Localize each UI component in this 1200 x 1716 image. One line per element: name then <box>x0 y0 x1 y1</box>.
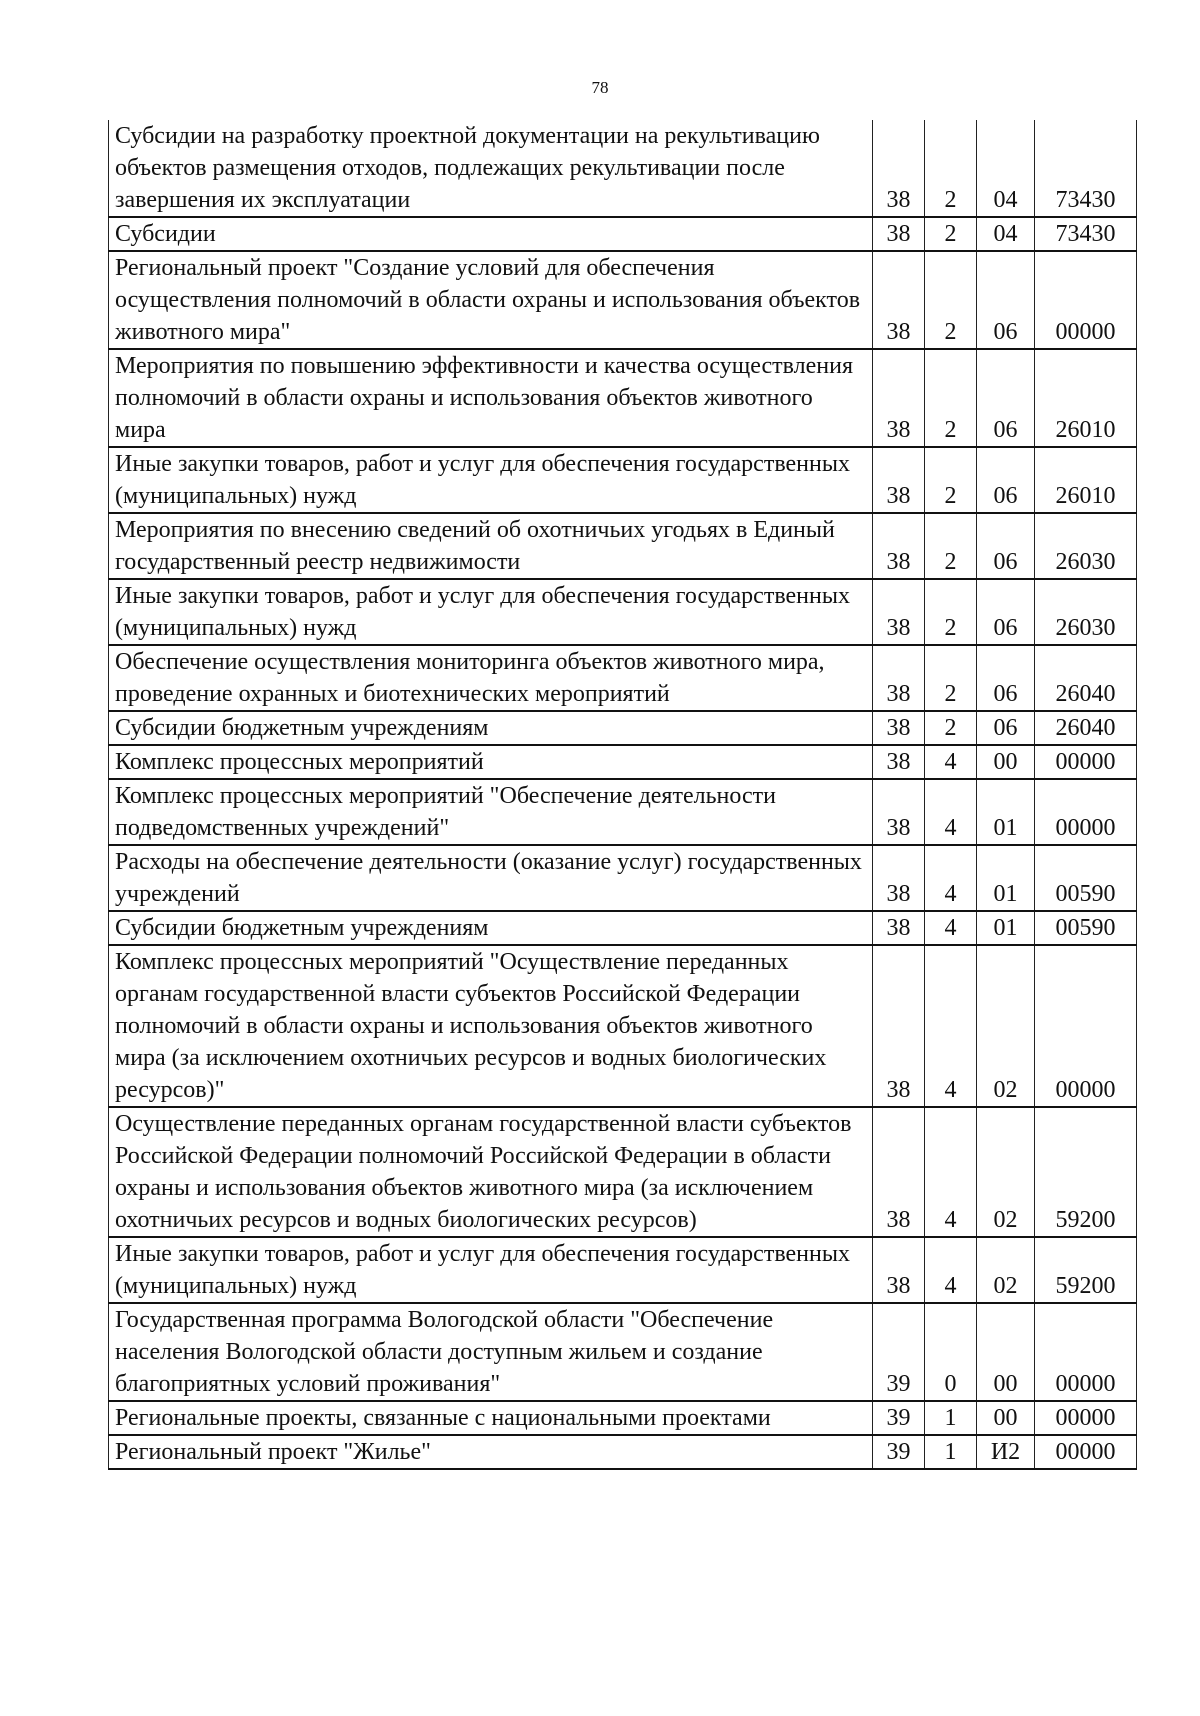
table-row <box>109 645 1137 711</box>
row-code-subprogram-cell: 00 <box>977 1401 1035 1435</box>
row-code-direction-cell: 00000 <box>1035 1303 1137 1401</box>
table-row <box>109 1107 1137 1237</box>
row-code-subprogram-cell: 00 <box>977 1303 1035 1401</box>
row-code-section-cell: 38 <box>873 217 925 251</box>
row-name-cell: Региональный проект "Жилье" <box>109 1435 873 1469</box>
row-code-subprogram-cell: 02 <box>977 1107 1035 1237</box>
table-row <box>109 1303 1137 1401</box>
row-code-section-cell: 38 <box>873 779 925 845</box>
table-row <box>109 1435 1137 1469</box>
row-code-direction-cell: 00000 <box>1035 1401 1137 1435</box>
row-code-type-cell: 4 <box>925 745 977 779</box>
row-name-cell: Комплекс процессных мероприятий "Осуществление переданных органам государственной власти субъектов Российской Федерации полномочий в области охраны и использования объектов животного мира (за исключением охотничьих ресурсов и водных биологических ресурсов)" <box>109 945 873 1107</box>
row-code-subprogram-cell: 01 <box>977 845 1035 911</box>
row-code-type-cell: 2 <box>925 579 977 645</box>
row-code-section-cell: 38 <box>873 349 925 447</box>
row-name-cell: Субсидии бюджетным учреждениям <box>109 911 873 945</box>
row-code-subprogram-cell: 01 <box>977 911 1035 945</box>
row-code-type-cell: 2 <box>925 447 977 513</box>
row-name-cell: Комплекс процессных мероприятий "Обеспечение деятельности подведомственных учреждений" <box>109 779 873 845</box>
row-code-subprogram-cell: 02 <box>977 945 1035 1107</box>
row-code-subprogram-cell: 06 <box>977 447 1035 513</box>
row-code-direction-cell: 00000 <box>1035 745 1137 779</box>
table-body <box>109 120 1137 1469</box>
row-code-type-cell: 0 <box>925 1303 977 1401</box>
table-row <box>109 251 1137 349</box>
row-code-direction-cell: 00000 <box>1035 779 1137 845</box>
row-code-direction-cell: 26040 <box>1035 645 1137 711</box>
row-name-cell: Иные закупки товаров, работ и услуг для обеспечения государственных (муниципальных) нужд <box>109 447 873 513</box>
row-code-subprogram-cell: 06 <box>977 251 1035 349</box>
row-name-cell: Иные закупки товаров, работ и услуг для обеспечения государственных (муниципальных) нужд <box>109 1237 873 1303</box>
row-code-section-cell: 38 <box>873 1107 925 1237</box>
row-code-direction-cell: 73430 <box>1035 217 1137 251</box>
row-code-subprogram-cell: 00 <box>977 745 1035 779</box>
row-code-section-cell: 38 <box>873 645 925 711</box>
row-code-subprogram-cell: 06 <box>977 513 1035 579</box>
row-code-type-cell: 4 <box>925 779 977 845</box>
row-code-subprogram-cell: И2 <box>977 1435 1035 1469</box>
table-row <box>109 945 1137 1107</box>
row-code-subprogram-cell: 06 <box>977 645 1035 711</box>
row-code-type-cell: 2 <box>925 711 977 745</box>
row-name-cell: Региональный проект "Создание условий для обеспечения осуществления полномочий в области охраны и использования объектов животного мира" <box>109 251 873 349</box>
row-code-subprogram-cell: 04 <box>977 120 1035 217</box>
row-code-type-cell: 4 <box>925 845 977 911</box>
row-code-type-cell: 1 <box>925 1435 977 1469</box>
row-code-type-cell: 2 <box>925 217 977 251</box>
row-name-cell: Расходы на обеспечение деятельности (оказание услуг) государственных учреждений <box>109 845 873 911</box>
row-code-direction-cell: 59200 <box>1035 1107 1137 1237</box>
row-name-cell: Субсидии бюджетным учреждениям <box>109 711 873 745</box>
page-number: 78 <box>591 78 609 97</box>
table-row <box>109 911 1137 945</box>
row-code-section-cell: 38 <box>873 911 925 945</box>
row-code-direction-cell: 73430 <box>1035 120 1137 217</box>
row-code-direction-cell: 26030 <box>1035 579 1137 645</box>
row-name-cell: Субсидии на разработку проектной документации на рекультивацию объектов размещения отходов, подлежащих рекультивации после завершения их эксплуатации <box>109 120 873 217</box>
row-code-subprogram-cell: 06 <box>977 579 1035 645</box>
row-code-subprogram-cell: 01 <box>977 779 1035 845</box>
row-code-subprogram-cell: 04 <box>977 217 1035 251</box>
row-code-direction-cell: 26030 <box>1035 513 1137 579</box>
row-code-section-cell: 39 <box>873 1401 925 1435</box>
row-code-direction-cell: 26010 <box>1035 349 1137 447</box>
row-code-type-cell: 2 <box>925 513 977 579</box>
row-code-section-cell: 38 <box>873 251 925 349</box>
row-code-type-cell: 4 <box>925 911 977 945</box>
table-row <box>109 779 1137 845</box>
row-code-section-cell: 38 <box>873 745 925 779</box>
row-name-cell: Мероприятия по повышению эффективности и качества осуществления полномочий в области охраны и использования объектов животного мира <box>109 349 873 447</box>
row-name-cell: Субсидии <box>109 217 873 251</box>
row-code-section-cell: 38 <box>873 845 925 911</box>
row-name-cell: Осуществление переданных органам государственной власти субъектов Российской Федерации полномочий Российской Федерации в области охраны и использования объектов животного мира (за исключением охотничьих ресурсов и водных биологических ресурсов) <box>109 1107 873 1237</box>
table-row <box>109 217 1137 251</box>
row-code-subprogram-cell: 06 <box>977 349 1035 447</box>
row-code-type-cell: 4 <box>925 945 977 1107</box>
row-code-section-cell: 38 <box>873 513 925 579</box>
row-name-cell: Государственная программа Вологодской области "Обеспечение населения Вологодской области доступным жильем и создание благоприятных условий проживания" <box>109 1303 873 1401</box>
row-code-section-cell: 39 <box>873 1435 925 1469</box>
row-code-section-cell: 38 <box>873 945 925 1107</box>
row-name-cell: Региональные проекты, связанные с национальными проектами <box>109 1401 873 1435</box>
row-name-cell: Комплекс процессных мероприятий <box>109 745 873 779</box>
row-code-subprogram-cell: 06 <box>977 711 1035 745</box>
row-code-direction-cell: 00000 <box>1035 251 1137 349</box>
row-code-section-cell: 38 <box>873 1237 925 1303</box>
row-name-cell: Иные закупки товаров, работ и услуг для обеспечения государственных (муниципальных) нужд <box>109 579 873 645</box>
table-row <box>109 745 1137 779</box>
row-code-type-cell: 4 <box>925 1237 977 1303</box>
row-code-section-cell: 38 <box>873 447 925 513</box>
row-code-section-cell: 38 <box>873 579 925 645</box>
table-row <box>109 1401 1137 1435</box>
row-code-direction-cell: 26010 <box>1035 447 1137 513</box>
budget-table <box>108 120 1137 1470</box>
row-code-type-cell: 1 <box>925 1401 977 1435</box>
row-code-section-cell: 38 <box>873 711 925 745</box>
row-code-direction-cell: 00590 <box>1035 911 1137 945</box>
row-code-type-cell: 2 <box>925 349 977 447</box>
row-code-direction-cell: 00000 <box>1035 1435 1137 1469</box>
table-row <box>109 711 1137 745</box>
row-code-section-cell: 38 <box>873 120 925 217</box>
row-code-direction-cell: 26040 <box>1035 711 1137 745</box>
row-code-type-cell: 2 <box>925 120 977 217</box>
row-code-type-cell: 4 <box>925 1107 977 1237</box>
row-code-type-cell: 2 <box>925 645 977 711</box>
table-row <box>109 579 1137 645</box>
table-row <box>109 120 1137 217</box>
row-code-direction-cell: 00590 <box>1035 845 1137 911</box>
row-code-direction-cell: 00000 <box>1035 945 1137 1107</box>
table-row <box>109 349 1137 447</box>
row-name-cell: Мероприятия по внесению сведений об охотничьих угодьях в Единый государственный реестр недвижимости <box>109 513 873 579</box>
table-row <box>109 1237 1137 1303</box>
row-name-cell: Обеспечение осуществления мониторинга объектов животного мира, проведение охранных и биотехнических мероприятий <box>109 645 873 711</box>
row-code-section-cell: 39 <box>873 1303 925 1401</box>
table-row <box>109 513 1137 579</box>
row-code-direction-cell: 59200 <box>1035 1237 1137 1303</box>
row-code-type-cell: 2 <box>925 251 977 349</box>
row-code-subprogram-cell: 02 <box>977 1237 1035 1303</box>
table-row <box>109 845 1137 911</box>
table-row <box>109 447 1137 513</box>
